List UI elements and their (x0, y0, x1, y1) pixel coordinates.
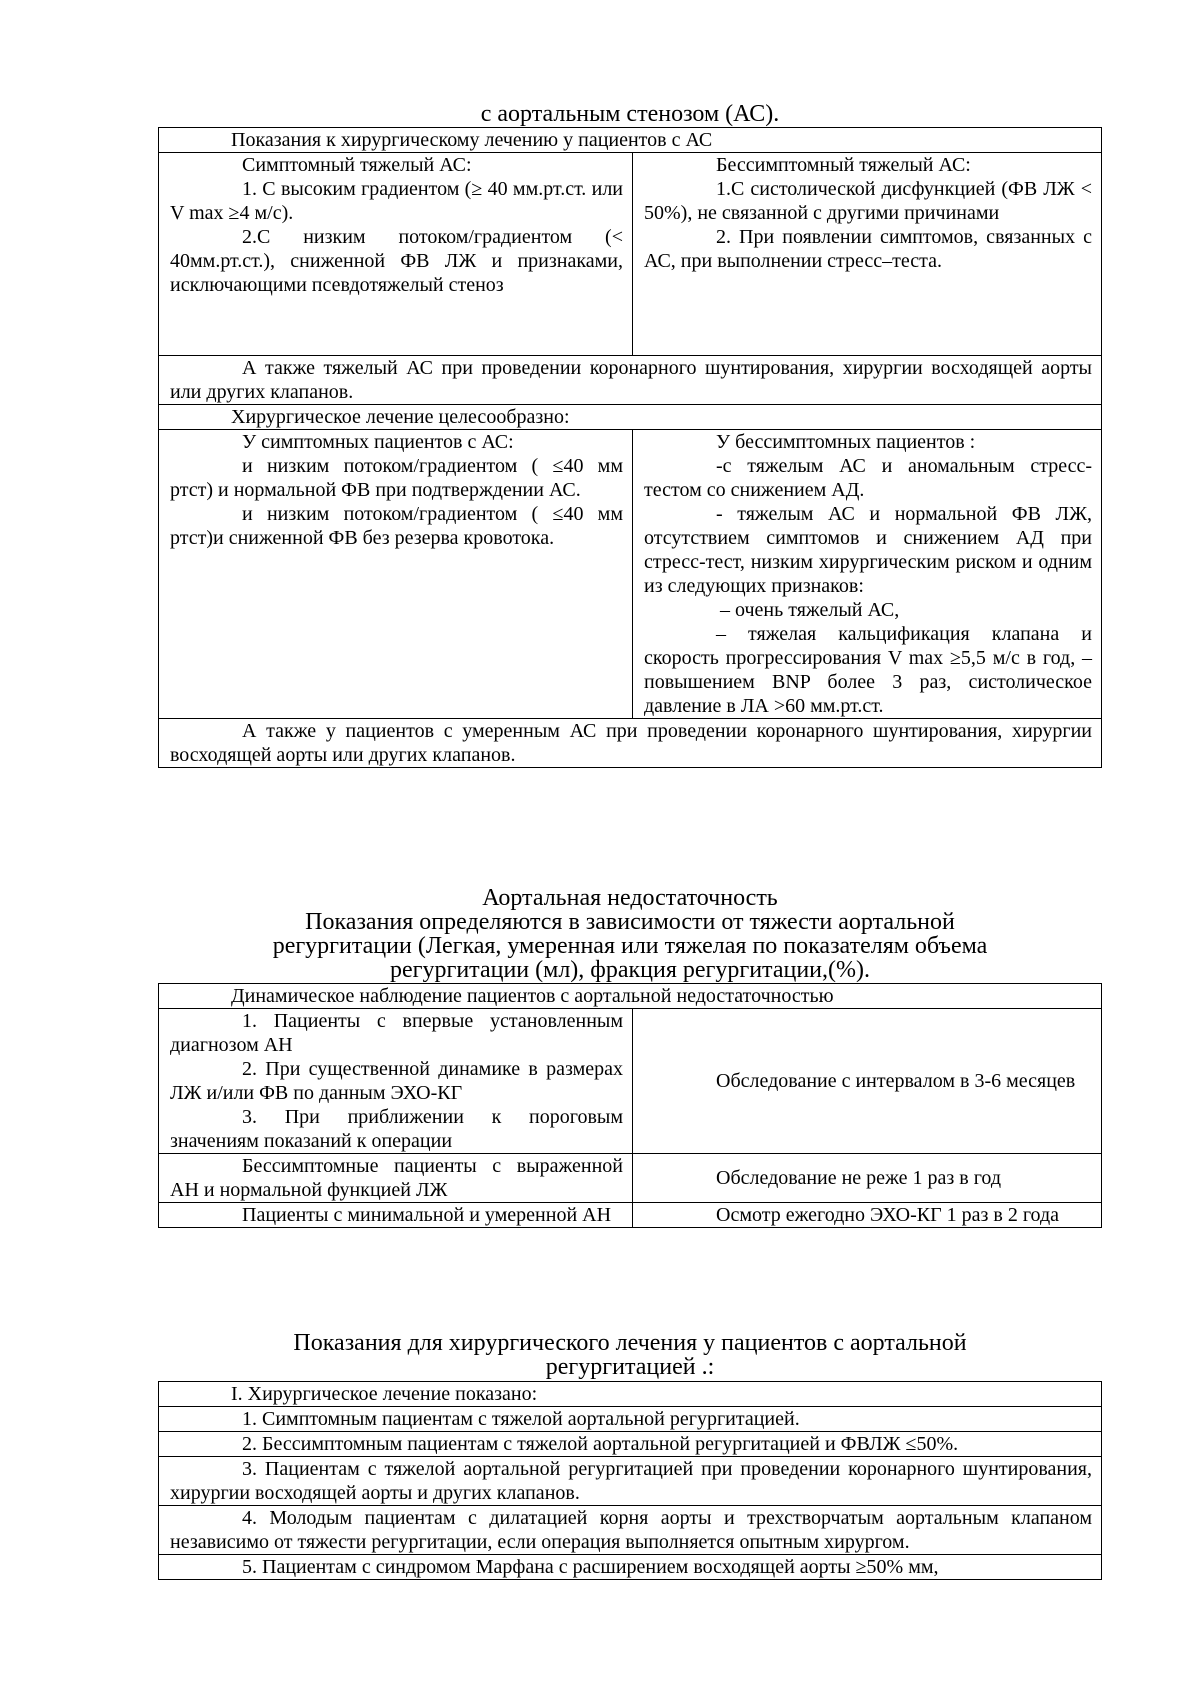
table-row (159, 1506, 1102, 1555)
section1-title: с аортальным стенозом (АС). (480, 101, 780, 127)
list-item: и низким потоком/градиентом ( ≤40 мм ртст) и нормальной ФВ при подтверждении АС. (170, 455, 623, 501)
table-row (159, 1009, 1102, 1154)
followup-left-cell (159, 1203, 633, 1228)
followup-right-cell (633, 1009, 1102, 1154)
symptomatic-cell (159, 153, 633, 356)
list-item: - тяжелым АС и нормальной ФВ ЛЖ, отсутствием симптомов и снижением АД при стресс-тест, низким хирургическим риском и одним из следующих признаков: (644, 503, 1092, 597)
table-row (159, 1555, 1102, 1580)
list-item: 1. С высоким градиентом (≥ 40 мм.рт.ст. или V max ≥4 м/с). (170, 178, 623, 224)
advisable-header: Хирургическое лечение целесообразно: (159, 405, 1102, 430)
list-item: 2. Бессимптомным пациентам с тяжелой аортальной регургитацией и ФВЛЖ ≤50%. (242, 1433, 959, 1455)
list-item: 4. Молодым пациентам с дилатацией корня аорты и трехстворчатым аортальным клапаном независимо от тяжести регургитации, если операция выполняется опытным хирургом. (170, 1507, 1092, 1553)
list-item: 5. Пациентам с синдромом Марфана с расширением восходящей аорты ≥50% мм, (242, 1556, 939, 1578)
list-item: 2. При появлении симптомов, связанных с АС, при выполнении стресс–теста. (644, 226, 1092, 272)
sym-patients-title: У симптомных пациентов с АС: (242, 431, 514, 453)
note-cell (159, 719, 1102, 768)
section3-title-line-1: Показания для хирургического лечения у пациентов с аортальной (293, 1330, 967, 1356)
table-row (159, 1432, 1102, 1457)
table-row (159, 128, 1102, 153)
indication-cell (159, 1506, 1102, 1555)
followup-group: Пациенты с минимальной и умеренной АН (242, 1204, 612, 1226)
table-row (159, 1407, 1102, 1432)
section3-title-line-2: регургитацией .: (545, 1354, 715, 1380)
table-header: I. Хирургическое лечение показано: (159, 1382, 1102, 1407)
note-text: А также тяжелый АС при проведении коронарного шунтирования, хирургии восходящей аорты или других клапанов. (170, 357, 1092, 403)
asym-patients-cell (633, 430, 1102, 719)
list-item: 3. Пациентам с тяжелой аортальной регургитацией при проведении коронарного шунтирования, хирургии восходящей аорты и других клапанов. (170, 1458, 1092, 1504)
list-item: -с тяжелым АС и аномальным стресс-тестом со снижением АД. (644, 455, 1092, 501)
section2-title-line-1: Аортальная недостаточность (482, 885, 778, 911)
list-item: 1.С систолической дисфункцией (ФВ ЛЖ < 50%), не связанной с другими причинами (644, 178, 1092, 224)
section2-title-line-4: регургитации (мл), фракция регургитации,(%). (389, 957, 870, 983)
section2-title-line-2: Показания определяются в зависимости от тяжести аортальной (305, 909, 955, 935)
list-item: 3. При приближении к пороговым значениям показаний к операции (170, 1106, 623, 1152)
indication-cell (159, 1407, 1102, 1432)
table-row (159, 719, 1102, 768)
table-row (159, 1154, 1102, 1203)
sym-patients-cell (159, 430, 633, 719)
list-item: – очень тяжелый АС, (720, 599, 900, 621)
list-item: 1. Пациенты с впервые установленным диагнозом АН (170, 1010, 623, 1056)
asymptomatic-title: Бессимптомный тяжелый АС: (716, 154, 971, 176)
asym-patients-title: У бессимптомных пациентов : (716, 431, 976, 453)
table-row (159, 1203, 1102, 1228)
indication-cell (159, 1432, 1102, 1457)
table-row (159, 405, 1102, 430)
list-item: 1. Симптомным пациентам с тяжелой аортальной регургитацией. (242, 1408, 800, 1430)
followup-left-cell (159, 1009, 633, 1154)
followup-interval: Обследование с интервалом в 3-6 месяцев (716, 1070, 1076, 1092)
table-row (159, 153, 1102, 356)
table-row (159, 1457, 1102, 1506)
followup-right-cell (633, 1203, 1102, 1228)
list-item: и низким потоком/градиентом ( ≤40 мм ртст)и сниженной ФВ без резерва кровотока. (170, 503, 623, 549)
table-row (159, 1382, 1102, 1407)
list-item: 2.С низким потоком/градиентом (< 40мм.рт.ст.), сниженной ФВ ЛЖ и признаками, исключающими псевдотяжелый стеноз (170, 226, 623, 296)
as-surgery-indications-table (158, 127, 1102, 768)
ar-surgery-indications-table (158, 1381, 1102, 1580)
table-row (159, 984, 1102, 1009)
indication-cell (159, 1555, 1102, 1580)
table-header: Показания к хирургическому лечению у пациентов с АС (159, 128, 1102, 153)
followup-interval: Осмотр ежегодно ЭХО-КГ 1 раз в 2 года (716, 1204, 1060, 1226)
list-item: – тяжелая кальцификация клапана и скорость прогрессирования V max ≥5,5 м/с в год, – повышением BNP более 3 раз, систолическое давление в ЛА >60 мм.рт.ст. (644, 623, 1092, 717)
table-row (159, 430, 1102, 719)
note-cell (159, 356, 1102, 405)
followup-right-cell (633, 1154, 1102, 1203)
table-row (159, 356, 1102, 405)
ar-followup-table (158, 983, 1102, 1228)
followup-left-cell (159, 1154, 633, 1203)
section2-title-line-3: регургитации (Легкая, умеренная или тяжелая по показателям объема (272, 933, 988, 959)
note-text: А также у пациентов с умеренным АС при проведении коронарного шунтирования, хирургии восходящей аорты или других клапанов. (170, 720, 1092, 766)
followup-group: Бессимптомные пациенты с выраженной АН и нормальной функцией ЛЖ (170, 1155, 623, 1201)
table-header: Динамическое наблюдение пациентов с аортальной недостаточностью (159, 984, 1102, 1009)
followup-interval: Обследование не реже 1 раз в год (716, 1167, 1002, 1189)
symptomatic-title: Симптомный тяжелый АС: (242, 154, 472, 176)
asymptomatic-cell (633, 153, 1102, 356)
indication-cell (159, 1457, 1102, 1506)
list-item: 2. При существенной динамике в размерах ЛЖ и/или ФВ по данным ЭХО-КГ (170, 1058, 623, 1104)
